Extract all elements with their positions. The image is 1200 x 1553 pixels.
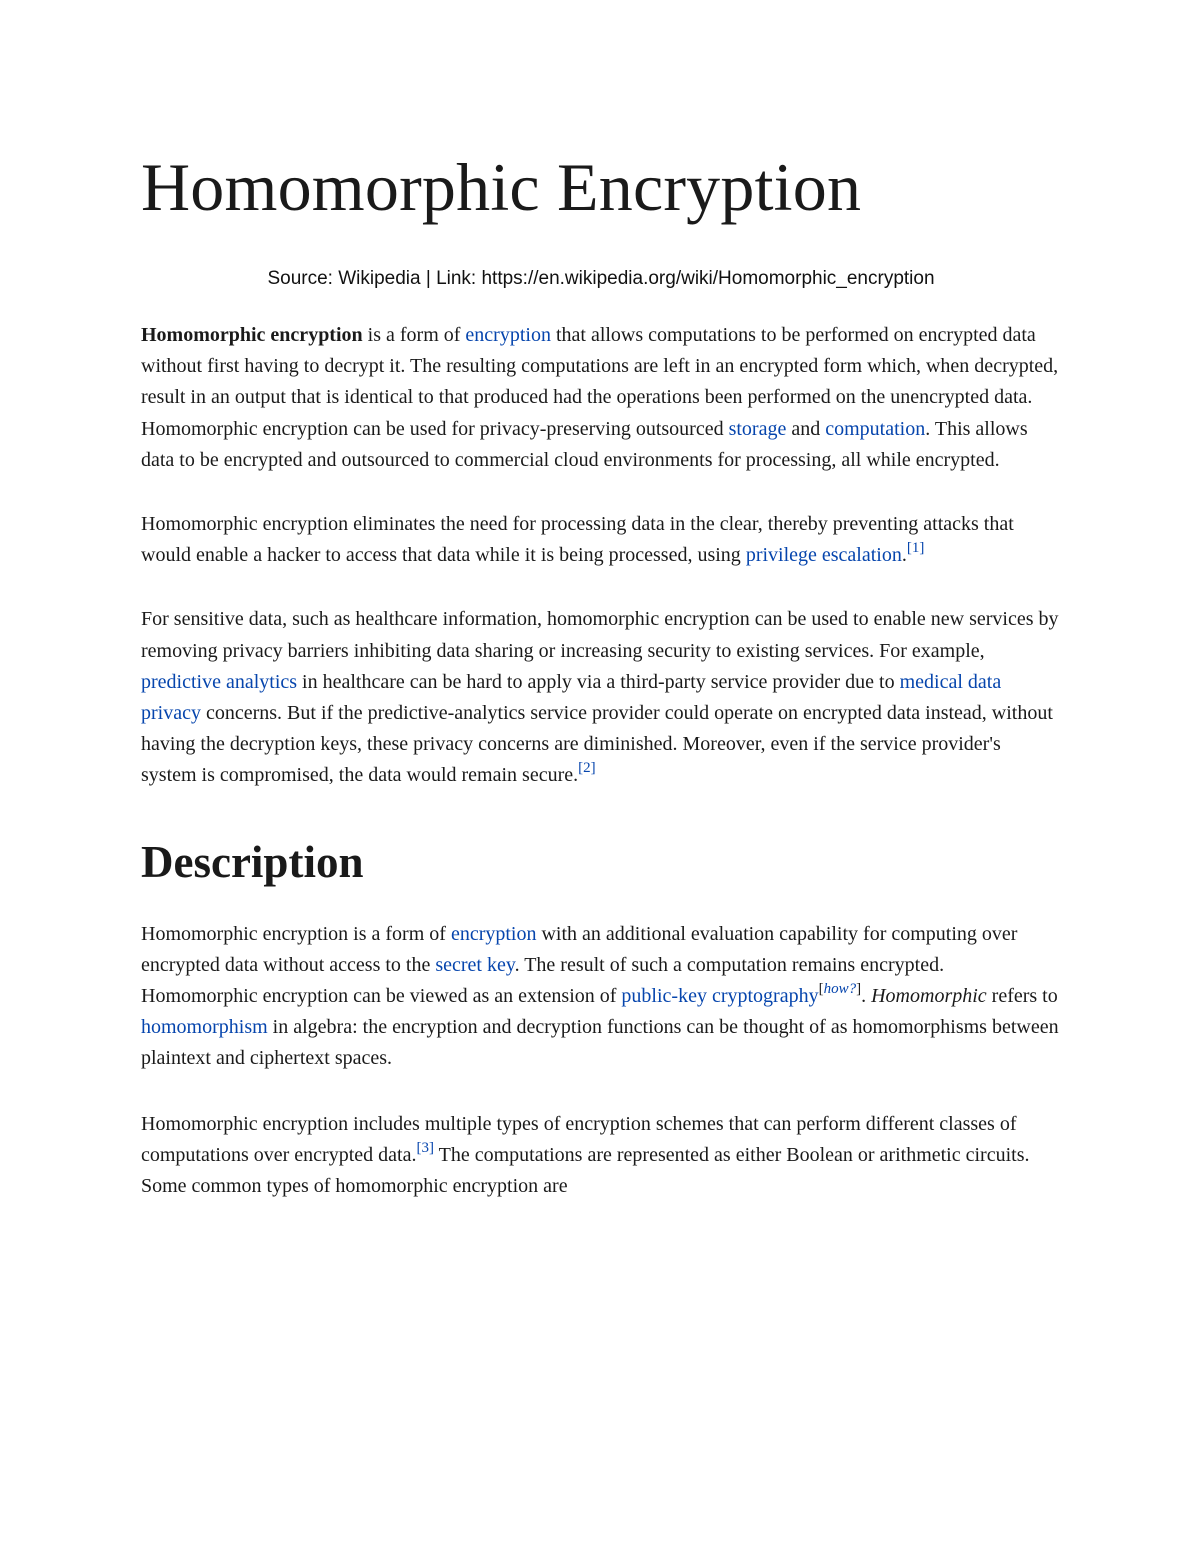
link-secret-key[interactable]: secret key: [435, 953, 515, 976]
text-run: . The result of such a computation remains encrypted. Homomorphic encryption can be viewed as an extension of: [141, 953, 945, 1008]
citation-1: [907, 540, 925, 556]
page-title: Homomorphic Encryption: [141, 149, 862, 225]
link-medical-data-privacy[interactable]: medical data privacy: [141, 670, 1002, 725]
citation-bracket-open: [: [818, 981, 824, 998]
text-run: Homomorphic encryption is a form of: [141, 922, 451, 945]
text-run: concerns. But if the predictive-analytics service provider could operate on encrypted data instead, without having the decryption keys, these privacy concerns are diminished. Moreover, even if the service provider's system is compromised, the data would remain secure.: [141, 702, 1053, 787]
source-line: Source: Wikipedia | Link: https://en.wikipedia.org/wiki/Homomorphic_encryption: [267, 268, 935, 289]
citation-how-link[interactable]: how?: [823, 981, 857, 998]
paragraph-description: [141, 919, 1061, 1075]
text-run: The computations are represented as either Boolean or arithmetic circuits. Some common types of homomorphic encryption are: [141, 1143, 1030, 1198]
text-run: For sensitive data, such as healthcare information, homomorphic encryption can be used to enable new services by removing privacy barriers inhibiting data sharing or increasing security to existing services. For example,: [141, 608, 1059, 662]
italic-term: Homomorphic: [871, 985, 987, 1008]
link-encryption[interactable]: encryption: [465, 324, 551, 346]
citation-3: [416, 1140, 434, 1156]
link-homomorphism[interactable]: homomorphism: [141, 1016, 268, 1039]
bold-term: Homomorphic encryption: [141, 324, 363, 346]
link-public-key-cryptography[interactable]: public-key cryptography: [621, 985, 819, 1008]
document-page: [141, 145, 1061, 1202]
link-computation[interactable]: computation: [825, 417, 926, 440]
citation-2: [578, 760, 596, 776]
text-run: .: [861, 985, 872, 1008]
link-predictive-analytics[interactable]: predictive analytics: [141, 670, 298, 693]
text-run: Homomorphic encryption eliminates the need for processing data in the clear, thereby preventing attacks that would enable a hacker to access that data while it is being processed, using: [141, 513, 1014, 567]
text-run: that allows computations to be performed on encrypted data without first having to decrypt it. The resulting computations are left in an encrypted form which, when decrypted, result in an output that is identical to that produced had the operations been performed on the unencrypted data. Homomorphic encryption can be used for privacy-preserving outsourced: [141, 324, 1059, 440]
text-run: Homomorphic encryption includes multiple types of encryption schemes that can perform different classes of computations over encrypted data.: [141, 1112, 1017, 1166]
citation-link-2[interactable]: [2]: [578, 760, 596, 777]
citation-how: [819, 981, 862, 997]
text-run: with an additional evaluation capability for computing over encrypted data without access to the: [141, 922, 1018, 976]
paragraph-privacy-attacks: [141, 509, 1061, 571]
text-run: refers to: [986, 985, 1058, 1008]
link-encryption-2[interactable]: encryption: [450, 922, 537, 945]
text-run: is a form of: [362, 324, 466, 346]
paragraph-sensitive-data: [141, 604, 1061, 791]
citation-link-1[interactable]: [1]: [906, 540, 925, 557]
citation-link-3[interactable]: [3]: [416, 1139, 434, 1156]
link-privilege-escalation[interactable]: privilege escalation: [745, 544, 902, 567]
paragraph-intro: [141, 320, 1061, 476]
text-run: and: [786, 417, 826, 440]
text-run: . This allows data to be encrypted and outsourced to commercial cloud environments for processing, all while encrypted.: [141, 417, 1028, 471]
citation-bracket-close: ]: [856, 981, 862, 998]
text-run: .: [901, 544, 907, 567]
text-run: in healthcare can be hard to apply via a third-party service provider due to: [297, 670, 900, 693]
paragraph-types: [141, 1109, 1061, 1203]
section-heading-description: Description: [141, 836, 364, 887]
link-storage[interactable]: storage: [728, 417, 787, 440]
text-run: in algebra: the encryption and decryption functions can be thought of as homomorphisms between plaintext and ciphertext spaces.: [141, 1016, 1059, 1070]
